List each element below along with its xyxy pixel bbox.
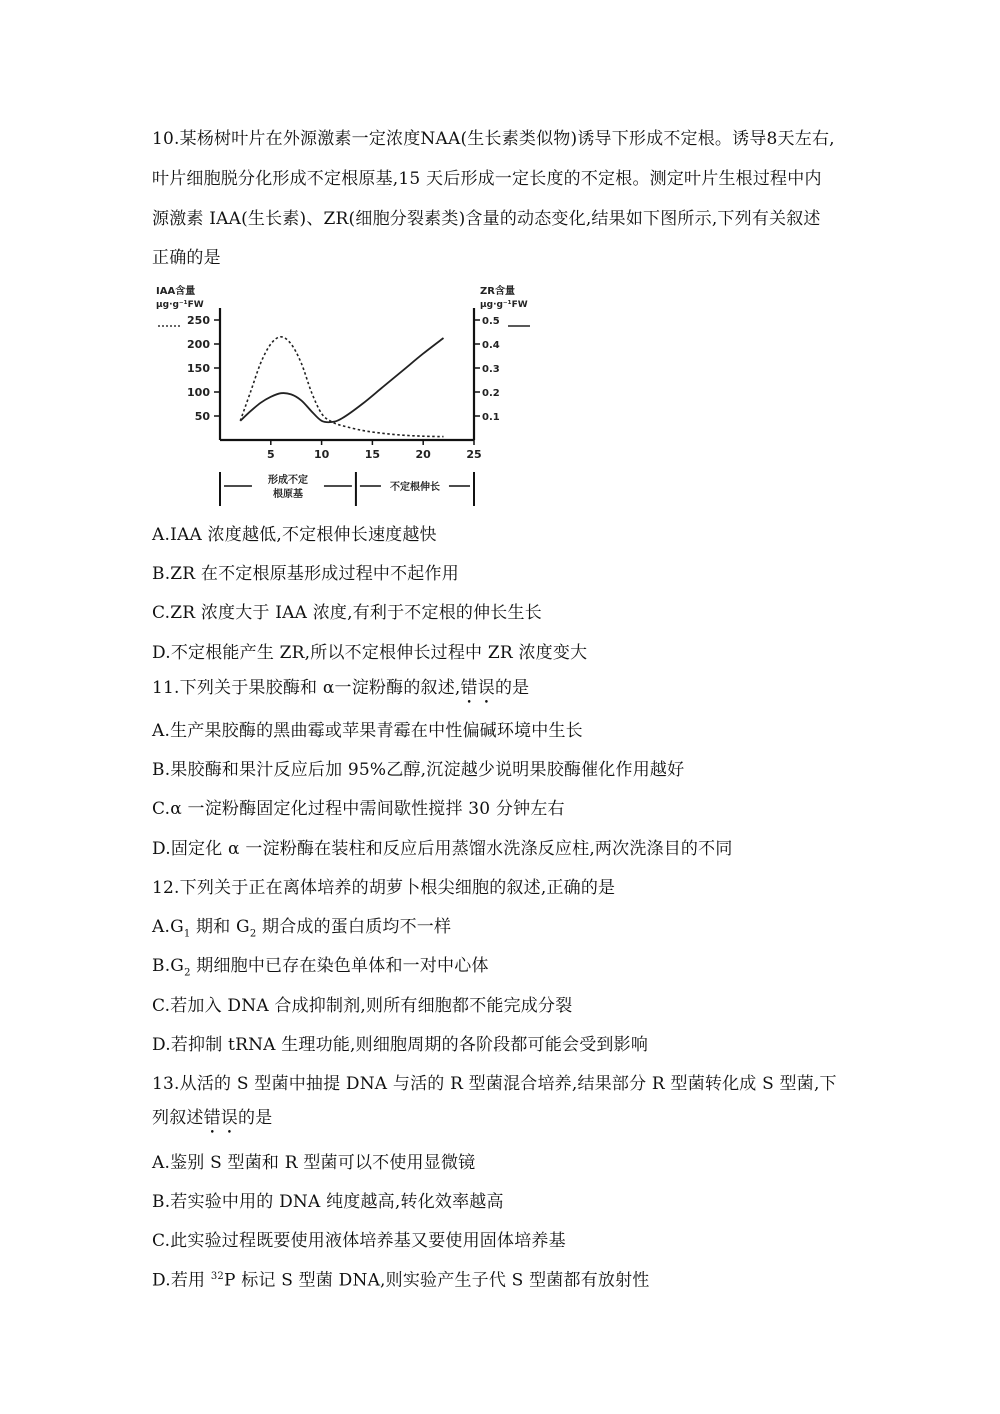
q12-a-pre: A.G bbox=[152, 917, 184, 937]
q11-stem-emphasis: 错误 bbox=[460, 678, 495, 698]
right-tick-label-4: 0.5 bbox=[482, 316, 500, 327]
q11-option-c: C.α 一淀粉酶固定化过程中需间歇性搅拌 30 分钟左右 bbox=[152, 799, 565, 819]
q13-d-pre: D.若用 bbox=[152, 1270, 211, 1291]
left-axis-unit: μg·g⁻¹FW bbox=[156, 300, 204, 310]
x-tick-label-3: 20 bbox=[415, 448, 431, 461]
q13-option-c: C.此实验过程既要使用液体培养基又要使用固体培养基 bbox=[152, 1231, 566, 1251]
q12-a-mid: 期和 G bbox=[190, 917, 250, 937]
right-tick-label-2: 0.3 bbox=[482, 364, 500, 375]
right-axis-unit: μg·g⁻¹FW bbox=[480, 300, 528, 310]
left-axis-title: IAA含量 bbox=[156, 286, 196, 297]
q12-b-post: 期细胞中已存在染色单体和一对中心体 bbox=[190, 956, 489, 976]
q12-b-sub: 2 bbox=[184, 967, 191, 979]
series-zr-line bbox=[240, 338, 443, 422]
q13-stem-emphasis: 错误 bbox=[203, 1108, 239, 1128]
q12-option-a bbox=[152, 916, 451, 945]
q12-a-sub1: 1 bbox=[183, 928, 191, 940]
q12-option-d: D.若抑制 tRNA 生理功能,则细胞周期的各阶段都可能会受到影响 bbox=[152, 1035, 649, 1055]
q10-stem-line-1: 10.某杨树叶片在外源激素一定浓度NAA(生长素类似物)诱导下形成不定根。诱导8天左右, bbox=[152, 129, 835, 149]
phase1-label-line2: 根原基 bbox=[272, 489, 303, 500]
q12-option-b bbox=[152, 955, 489, 984]
q13-stem-pre: 列叙述 bbox=[152, 1108, 204, 1128]
q12-stem: 12.下列关于正在离体培养的胡萝卜根尖细胞的叙述,正确的是 bbox=[152, 878, 616, 898]
q11-option-d: D.固定化 α 一淀粉酶在装柱和反应后用蒸馏水洗涤反应柱,两次洗涤目的不同 bbox=[152, 839, 733, 859]
left-tick-label-3: 200 bbox=[187, 338, 210, 351]
q13-option-d bbox=[152, 1266, 650, 1292]
left-tick-label-2: 150 bbox=[187, 362, 210, 375]
right-tick-label-1: 0.2 bbox=[482, 388, 500, 399]
x-tick-label-0: 5 bbox=[266, 448, 275, 461]
q10-stem-line-3: 源激素 IAA(生长素)、ZR(细胞分裂素类)含量的动态变化,结果如下图所示,下列有关叙述 bbox=[152, 209, 821, 229]
q11-option-b: B.果胶酶和果汁反应后加 95%乙醇,沉淀越少说明果胶酶催化作用越好 bbox=[152, 760, 685, 780]
q13-d-post: P 标记 S 型菌 DNA,则实验产生子代 S 型菌都有放射性 bbox=[223, 1270, 650, 1291]
q13-option-a: A.鉴别 S 型菌和 R 型菌可以不使用显微镜 bbox=[152, 1153, 476, 1173]
q12-a-sub2: 2 bbox=[249, 928, 257, 940]
phase2-label: 不定根伸长 bbox=[389, 482, 440, 493]
x-tick-label-4: 25 bbox=[466, 448, 482, 461]
x-tick-label-2: 15 bbox=[364, 448, 381, 461]
q13-option-b: B.若实验中用的 DNA 纯度越高,转化效率越高 bbox=[152, 1192, 504, 1212]
hormone-chart bbox=[148, 280, 538, 515]
q13-stem-line-1: 13.从活的 S 型菌中抽提 DNA 与活的 R 型菌混合培养,结果部分 R 型菌转化成 S 型菌,下 bbox=[152, 1074, 837, 1094]
left-tick-label-0: 50 bbox=[194, 410, 210, 423]
q10-option-a: A.IAA 浓度越低,不定根伸长速度越快 bbox=[152, 525, 437, 545]
phase1-label-line1: 形成不定 bbox=[267, 475, 308, 486]
q13-stem-post: 的是 bbox=[238, 1108, 273, 1128]
q13-stem-line-2 bbox=[152, 1107, 272, 1138]
right-axis-title: ZR含量 bbox=[480, 286, 515, 297]
q10-option-c: C.ZR 浓度大于 IAA 浓度,有利于不定根的伸长生长 bbox=[152, 603, 542, 623]
q10-stem-line-2: 叶片细胞脱分化形成不定根原基,15 天后形成一定长度的不定根。测定叶片生根过程中内 bbox=[152, 169, 822, 189]
q11-option-a: A.生产果胶酶的黑曲霉或苹果青霉在中性偏碱环境中生长 bbox=[152, 721, 583, 741]
left-tick-label-4: 250 bbox=[187, 314, 210, 327]
q10-option-b: B.ZR 在不定根原基形成过程中不起作用 bbox=[152, 564, 459, 584]
q12-b-pre: B.G bbox=[152, 956, 185, 976]
q10-stem-line-4: 正确的是 bbox=[152, 248, 221, 268]
q11-stem-pre: 11.下列关于果胶酶和 α一淀粉酶的叙述, bbox=[152, 678, 461, 698]
q12-a-post: 期合成的蛋白质均不一样 bbox=[256, 917, 452, 937]
right-tick-label-0: 0.1 bbox=[482, 412, 500, 423]
q11-stem bbox=[152, 677, 529, 708]
q13-d-sup: 32 bbox=[210, 1271, 224, 1282]
x-tick-label-1: 10 bbox=[313, 448, 330, 461]
q10-option-d: D.不定根能产生 ZR,所以不定根伸长过程中 ZR 浓度变大 bbox=[152, 643, 588, 663]
left-tick-label-1: 100 bbox=[187, 386, 210, 399]
q12-option-c: C.若加入 DNA 合成抑制剂,则所有细胞都不能完成分裂 bbox=[152, 996, 573, 1016]
right-tick-label-3: 0.4 bbox=[482, 340, 500, 351]
q11-stem-post: 的是 bbox=[494, 678, 530, 698]
series-iaa-line bbox=[240, 337, 443, 437]
